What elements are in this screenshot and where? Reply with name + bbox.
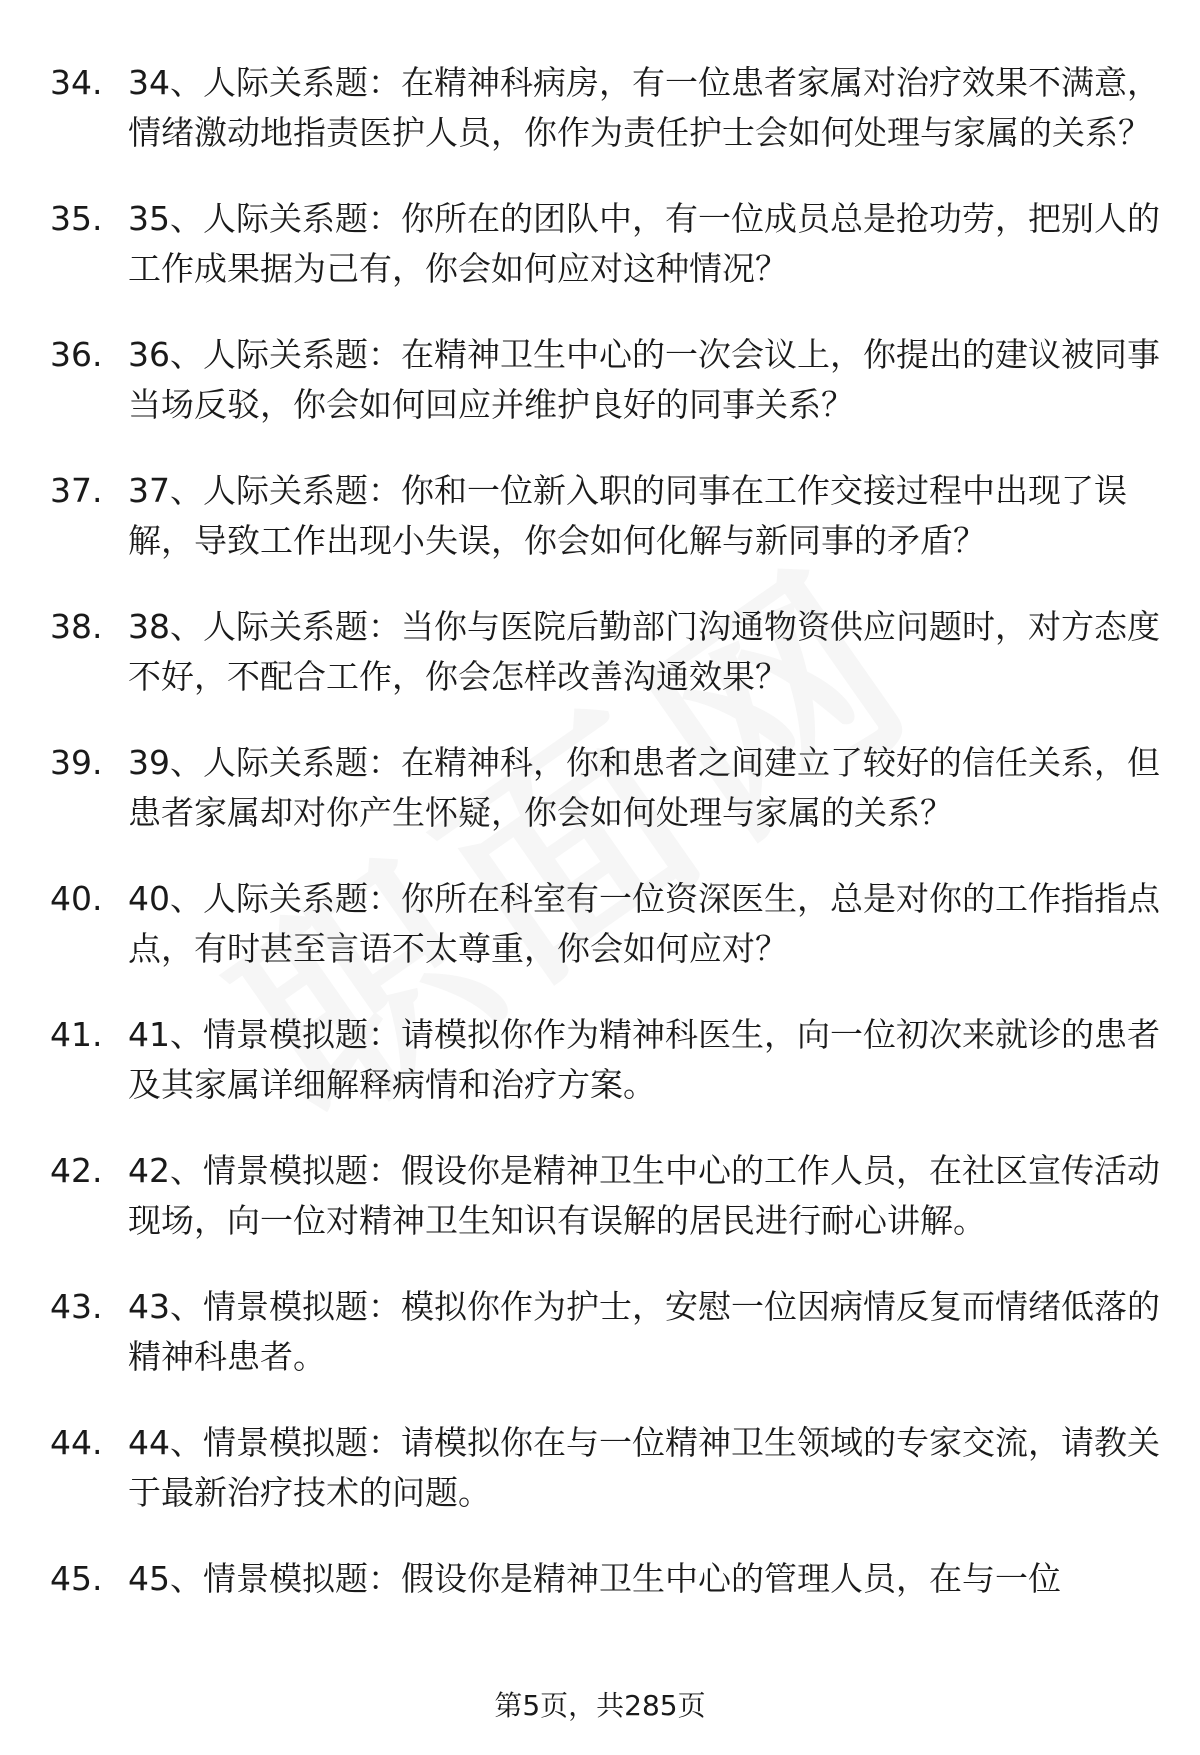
question-item xyxy=(50,466,1160,566)
question-item xyxy=(50,58,1160,158)
question-number: 38. xyxy=(50,607,103,646)
question-text: 34、人际关系题：在精神科病房，有一位患者家属对治疗效果不满意，情绪激动地指责医护人员，你作为责任护士会如何处理与家属的关系？ xyxy=(128,63,1160,152)
question-text: 35、人际关系题：你所在的团队中，有一位成员总是抢功劳，把别人的工作成果据为己有，你会如何应对这种情况？ xyxy=(128,199,1160,288)
question-item xyxy=(50,874,1160,974)
question-text: 42、情景模拟题：假设你是精神卫生中心的工作人员，在社区宣传活动现场，向一位对精神卫生知识有误解的居民进行耐心讲解。 xyxy=(128,1151,1160,1240)
question-number: 35. xyxy=(50,199,103,238)
question-item xyxy=(50,1282,1160,1382)
question-number: 41. xyxy=(50,1015,103,1054)
question-number: 42. xyxy=(50,1151,103,1190)
question-item xyxy=(50,194,1160,294)
question-item xyxy=(50,1146,1160,1246)
question-item xyxy=(50,1418,1160,1518)
question-item xyxy=(50,330,1160,430)
question-item xyxy=(50,602,1160,702)
question-item xyxy=(50,1554,1160,1604)
question-number: 43. xyxy=(50,1287,103,1326)
question-text: 45、情景模拟题：假设你是精神卫生中心的管理人员，在与一位 xyxy=(128,1559,1061,1598)
question-number: 37. xyxy=(50,471,103,510)
question-number: 36. xyxy=(50,335,103,374)
question-item xyxy=(50,1010,1160,1110)
question-text: 39、人际关系题：在精神科，你和患者之间建立了较好的信任关系，但患者家属却对你产生怀疑，你会如何处理与家属的关系？ xyxy=(128,743,1160,832)
question-number: 44. xyxy=(50,1423,103,1462)
question-number: 45. xyxy=(50,1559,103,1598)
question-list xyxy=(50,58,1160,1640)
question-text: 44、情景模拟题：请模拟你在与一位精神卫生领域的专家交流，请教关于最新治疗技术的问题。 xyxy=(128,1423,1160,1512)
question-text: 38、人际关系题：当你与医院后勤部门沟通物资供应问题时，对方态度不好，不配合工作，你会怎样改善沟通效果？ xyxy=(128,607,1160,696)
question-text: 41、情景模拟题：请模拟你作为精神科医生，向一位初次来就诊的患者及其家属详细解释病情和治疗方案。 xyxy=(128,1015,1160,1104)
question-text: 36、人际关系题：在精神卫生中心的一次会议上，你提出的建议被同事当场反驳，你会如何回应并维护良好的同事关系？ xyxy=(128,335,1160,424)
question-number: 39. xyxy=(50,743,103,782)
question-number: 40. xyxy=(50,879,103,918)
question-text: 43、情景模拟题：模拟你作为护士，安慰一位因病情反复而情绪低落的精神科患者。 xyxy=(128,1287,1160,1376)
question-item xyxy=(50,738,1160,838)
question-text: 40、人际关系题：你所在科室有一位资深医生，总是对你的工作指指点点，有时甚至言语不太尊重，你会如何应对？ xyxy=(128,879,1160,968)
question-number: 34. xyxy=(50,63,103,102)
page-footer: 第5页，共285页 xyxy=(494,1689,706,1722)
question-text: 37、人际关系题：你和一位新入职的同事在工作交接过程中出现了误解，导致工作出现小失误，你会如何化解与新同事的矛盾？ xyxy=(128,471,1127,560)
